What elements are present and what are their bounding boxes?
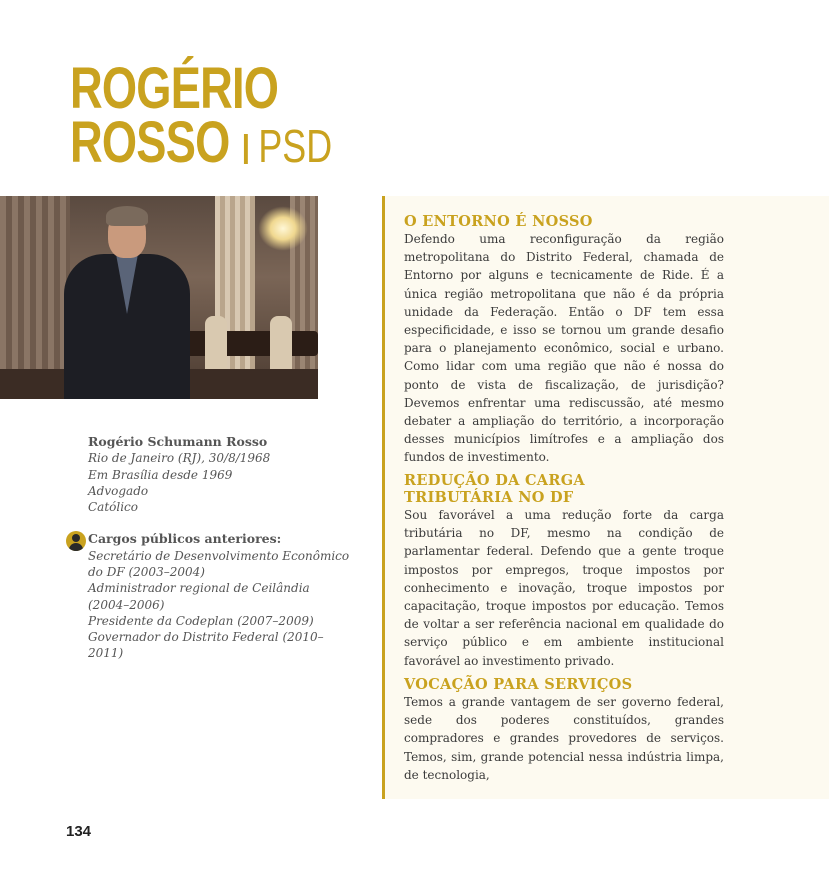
section-text: Sou favorável a uma redução forte da carga tributária no DF, mesmo na condição de parlamentar federal. Defendo que a gente troque impostos por empregos, troque impostos por conhecimento e inovação, troque impostos por capacitação, troque impostos por educação. Temos de voltar a ser referência nacional em qualidade do serviço público e em ambiente institucional favorável ao investimento privado. — [404, 508, 724, 668]
cargo-item: Presidente da Codeplan (2007–2009) — [88, 613, 314, 628]
last-name-party-line — [70, 110, 333, 175]
cargos-title: Cargos públicos anteriores: — [88, 531, 282, 546]
section-title-line: REDUÇÃO DA CARGA — [404, 472, 585, 489]
bio-line: Rio de Janeiro (RJ), 30/8/1968 — [88, 451, 271, 466]
person-figure — [64, 210, 190, 399]
person-icon — [66, 531, 86, 551]
section-vocacao-servicos — [404, 676, 724, 784]
section-title — [404, 472, 724, 506]
section-title-line: TRIBUTÁRIA NO DF — [404, 489, 574, 506]
bio-line: Católico — [88, 500, 139, 515]
person-hair — [106, 206, 148, 226]
cargos-list — [88, 548, 358, 661]
bio-full-name: Rogério Schumann Rosso — [88, 434, 268, 449]
bio-line: Em Brasília desde 1969 — [88, 467, 233, 482]
section-text: Defendo uma reconfiguração da região metropolitana do Distrito Federal, chamada de Entorno por alguns e tecnicamente de Ride. É a única região metropolitana que não é da própria unidade da Federação. Então o DF tem essa especificidade, e isso se tornou um grande desafio para o planejamento econômico, social e urbano. Como lidar com uma região que não é nossa do ponto de vista de fiscalização, de jurisdição? Devemos enfrentar uma rediscussão, até mesmo debater a ampliação do território, a incorporação desses municípios limítrofes e a ampliação dos fundos de investimento. — [404, 232, 724, 465]
cargo-item: do DF (2003–2004) — [88, 565, 205, 580]
section-text: Temos a grande vantagem de ser governo federal, sede dos poderes constituídos, grandes compradores e grandes provedores de serviços. Temos, sim, grande potencial nessa indústria limpa, de tecnologia, — [404, 695, 724, 782]
bio-block — [88, 434, 270, 515]
page-number: 134 — [66, 823, 92, 840]
section-entorno — [404, 213, 724, 467]
section-carga-tributaria — [404, 472, 724, 670]
chandelier — [258, 206, 308, 251]
chair — [270, 316, 292, 376]
dining-table — [180, 331, 318, 356]
last-name: ROSSO — [70, 110, 230, 175]
section-title: VOCAÇÃO PARA SERVIÇOS — [404, 676, 633, 693]
portrait-photo — [0, 196, 318, 399]
bio-line: Advogado — [88, 483, 149, 498]
separator-bar — [244, 134, 248, 164]
cargo-item: Administrador regional de Ceilândia — [88, 581, 310, 596]
cargo-item: Governador do Distrito Federal (2010–2011) — [88, 630, 324, 661]
proposals-panel — [382, 196, 829, 799]
chair — [205, 316, 227, 376]
section-title: O ENTORNO É NOSSO — [404, 213, 593, 230]
cargo-item: (2004–2006) — [88, 597, 165, 612]
party-name: PSD — [258, 120, 333, 172]
first-name: ROGÉRIO — [70, 56, 279, 121]
name-header — [70, 56, 406, 175]
cargo-item: Secretário de Desenvolvimento Econômico — [88, 549, 350, 563]
